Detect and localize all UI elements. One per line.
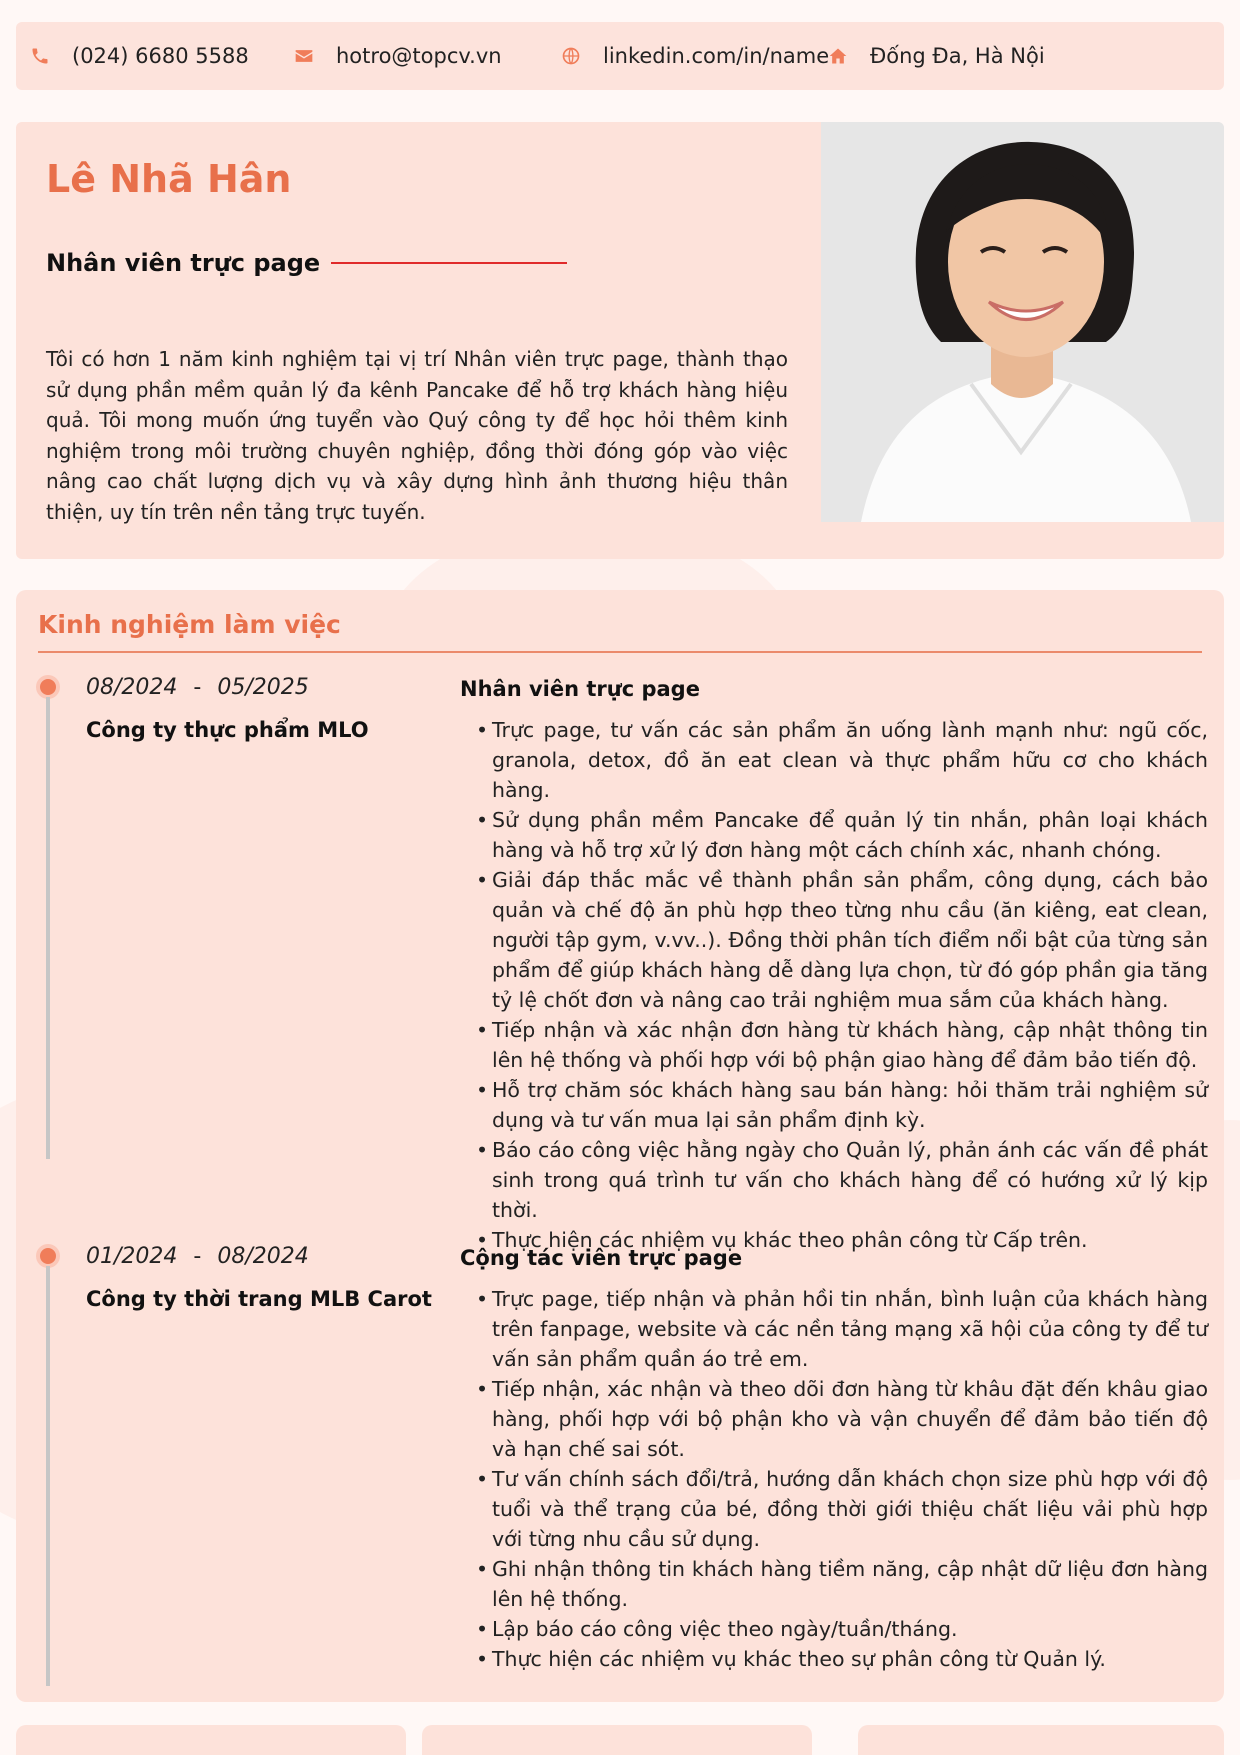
timeline-dot [36,675,60,699]
job-start-date: 08/2024 [86,675,178,700]
duty-list [476,715,1208,1255]
duty-item: • Hỗ trợ chăm sóc khách hàng sau bán hàng: hỏi thăm trải nghiệm sử dụng và tư vấn mua lại sản phẩm định kỳ. [476,1075,1208,1135]
duty-item: • Thực hiện các nhiệm vụ khác theo phân công từ Cấp trên. [476,1225,1208,1255]
home-icon [828,46,848,66]
experience-section [16,590,1224,1702]
contact-bar [16,22,1224,90]
title-divider [331,262,567,264]
contact-website[interactable] [561,44,829,68]
phone-text: (024) 6680 5588 [72,44,249,68]
experience-heading: Kinh nghiệm làm việc [38,610,341,639]
job-end-date: 08/2024 [217,1244,309,1269]
job-role: Cộng tác viên trực page [460,1246,743,1270]
globe-icon [561,46,581,66]
website-text: linkedin.com/in/name [603,44,830,68]
duty-item: • Trực page, tư vấn các sản phẩm ăn uống lành mạnh như: ngũ cốc, granola, detox, đồ ăn eat clean và thực phẩm hữu cơ cho khách hàng. [476,715,1208,805]
duty-item: • Báo cáo công việc hằng ngày cho Quản lý, phản ánh các vấn đề phát sinh trong quá trình tư vấn cho khách hàng để có hướng xử lý kịp thời. [476,1135,1208,1225]
duty-item: • Giải đáp thắc mắc về thành phần sản phẩm, công dụng, cách bảo quản và chế độ ăn phù hợp theo từng nhu cầu (ăn kiêng, eat clean, người tập gym, v.vv..). Đồng thời phân tích điểm nổi bật của từng sản phẩm để giúp khách hàng dễ dàng lựa chọn, từ đó góp phần gia tăng tỷ lệ chốt đơn và nâng cao trải nghiệm mua sắm của khách hàng. [476,865,1208,1015]
contact-email[interactable] [294,44,502,68]
duty-item: • Ghi nhận thông tin khách hàng tiềm năng, cập nhật dữ liệu đơn hàng lên hệ thống. [476,1554,1208,1614]
profile-photo [821,122,1224,522]
duty-item: • Tư vấn chính sách đổi/trả, hướng dẫn khách chọn size phù hợp với độ tuổi và thể trạng của bé, đồng thời giới thiệu chất liệu vải phù hợp với từng nhu cầu sử dụng. [476,1464,1208,1554]
contact-phone[interactable] [30,44,249,68]
candidate-name: Lê Nhã Hân [46,157,292,201]
next-section-panel [858,1725,1224,1755]
contact-address [828,44,1045,68]
date-separator: - [193,1244,202,1269]
duty-item: • Tiếp nhận và xác nhận đơn hàng từ khách hàng, cập nhật thông tin lên hệ thống và phối hợp với bộ phận giao hàng để đảm bảo tiến độ. [476,1015,1208,1075]
job-dates [86,1244,309,1269]
email-text: hotro@topcv.vn [336,44,502,68]
email-icon [294,46,314,66]
next-section-panel [16,1725,406,1755]
section-divider [38,651,1202,653]
timeline-line [46,1266,50,1686]
career-summary: Tôi có hơn 1 năm kinh nghiệm tại vị trí Nhân viên trực page, thành thạo sử dụng phần mềm quản lý đa kênh Pancake để hỗ trợ khách hàng hiệu quả. Tôi mong muốn ứng tuyển vào Quý công ty để học hỏi thêm kinh nghiệm trong môi trường chuyên nghiệp, đồng thời đóng góp vào việc nâng cao chất lượng dịch vụ và xây dựng hình ảnh thương hiệu thân thiện, uy tín trên nền tảng trực tuyến. [46,347,788,524]
job-end-date: 05/2025 [217,675,309,700]
job-dates [86,675,309,700]
duty-item: • Lập báo cáo công việc theo ngày/tuần/tháng. [476,1614,1208,1644]
next-section-panel [422,1725,812,1755]
duty-item: • Thực hiện các nhiệm vụ khác theo sự phân công từ Quản lý. [476,1644,1208,1674]
timeline-dot [36,1244,60,1268]
candidate-title: Nhân viên trực page [46,249,321,277]
company-name: Công ty thời trang MLB Carot [86,1287,432,1311]
timeline-line [46,697,50,1159]
duty-item: • Trực page, tiếp nhận và phản hồi tin nhắn, bình luận của khách hàng trên fanpage, website và các nền tảng mạng xã hội của công ty để tư vấn sản phẩm quần áo trẻ em. [476,1284,1208,1374]
phone-icon [30,46,50,66]
job-start-date: 01/2024 [86,1244,178,1269]
duty-item: • Sử dụng phần mềm Pancake để quản lý tin nhắn, phân loại khách hàng và hỗ trợ xử lý đơn hàng một cách chính xác, nhanh chóng. [476,805,1208,865]
address-text: Đống Đa, Hà Nội [870,44,1045,68]
profile-photo-illustration [821,122,1224,522]
profile-header [16,122,1224,559]
duty-list [476,1284,1208,1674]
date-separator: - [193,675,202,700]
duty-item: • Tiếp nhận, xác nhận và theo dõi đơn hàng từ khâu đặt đến khâu giao hàng, phối hợp với bộ phận kho và vận chuyển để đảm bảo tiến độ và hạn chế sai sót. [476,1374,1208,1464]
company-name: Công ty thực phẩm MLO [86,718,369,742]
job-role: Nhân viên trực page [460,677,700,701]
